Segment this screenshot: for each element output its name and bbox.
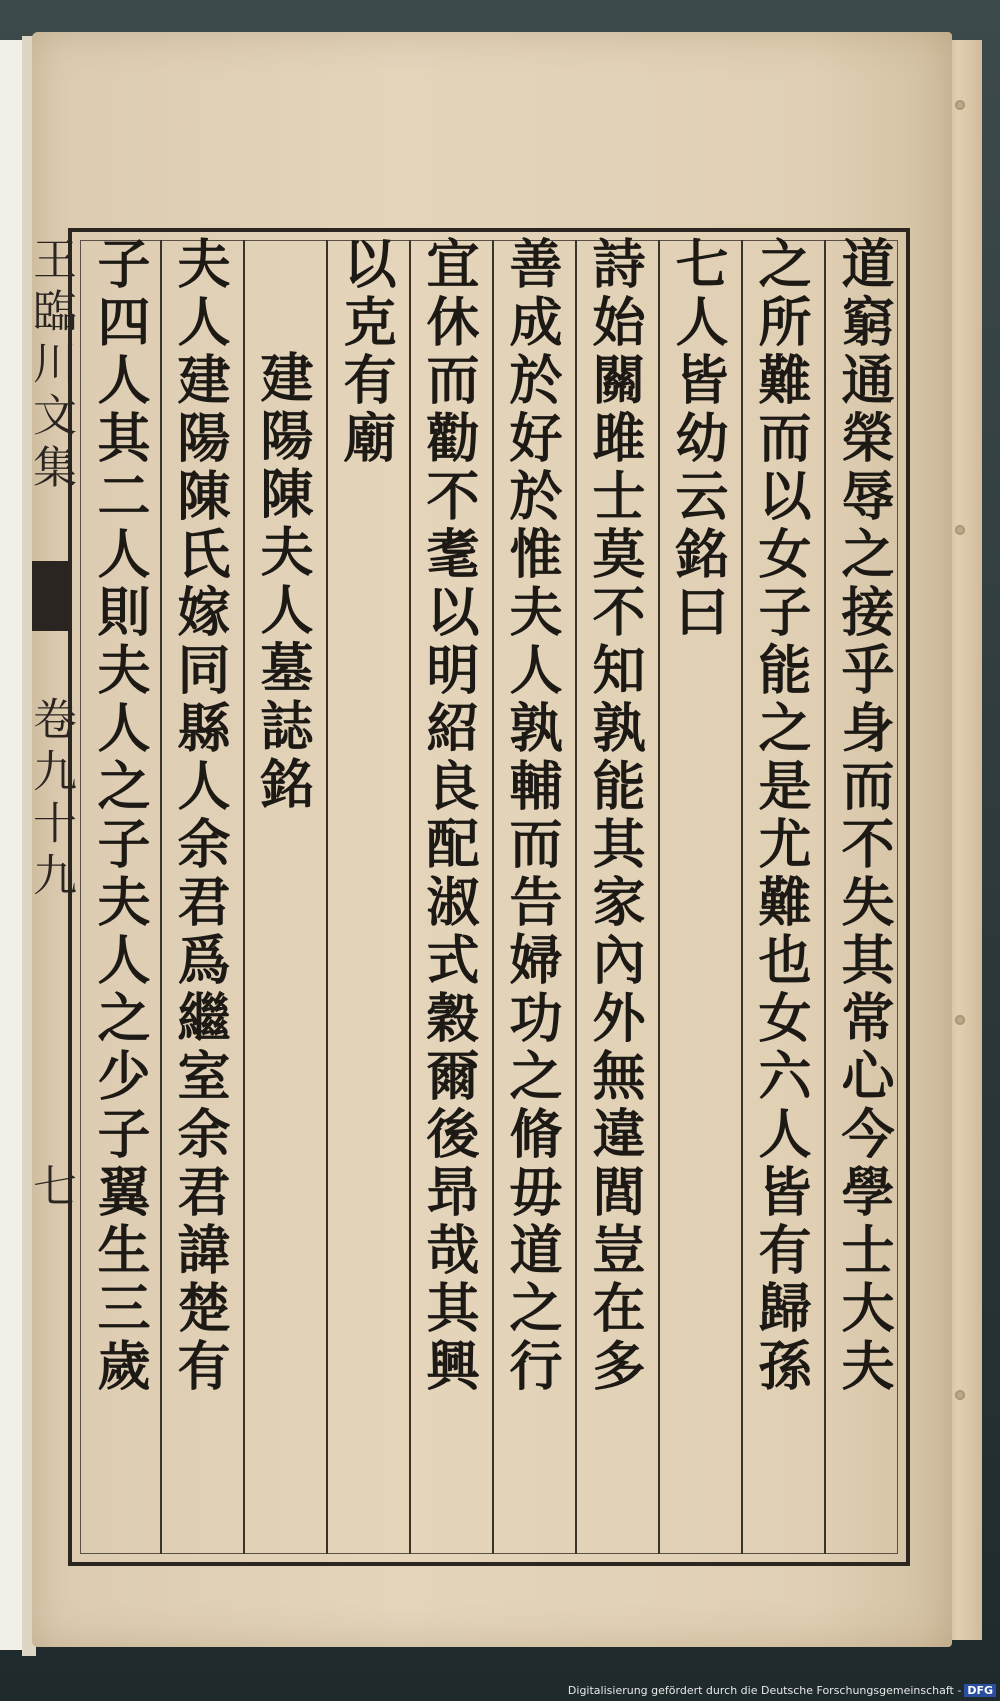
text-column-1: 道窮通榮辱之接乎身而不失其常心今學士大夫 bbox=[833, 236, 895, 1396]
text-column-4: 詩始關雎士莫不知孰能其家內外無違閭豈在多 bbox=[584, 236, 646, 1396]
volume-label: 卷九十九 bbox=[25, 696, 76, 904]
text-column-10: 子四人其二人則夫人之子夫人之少子翼生三歲 bbox=[89, 236, 151, 1396]
text-column-5: 善成於好於惟夫人孰輔而告婦功之脩毋道之行 bbox=[501, 236, 563, 1396]
stitch-hole bbox=[955, 1015, 965, 1025]
text-column-9: 夫人建陽陳氏嫁同縣人余君爲繼室余君諱楚有 bbox=[169, 236, 231, 1396]
text-column-2: 之所難而以女子能之是尤難也女六人皆有歸孫 bbox=[750, 236, 812, 1396]
text-column-7: 以克有廟 bbox=[335, 236, 397, 468]
stitch-hole bbox=[955, 1390, 965, 1400]
fish-tail-mark bbox=[32, 561, 68, 631]
stitch-hole bbox=[955, 525, 965, 535]
stitch-hole bbox=[955, 100, 965, 110]
text-column-6: 宜休而勸不耄以明紹良配淑式穀爾後昻哉其興 bbox=[418, 236, 480, 1396]
digitization-credit bbox=[568, 1684, 996, 1697]
dfg-logo: DFG bbox=[964, 1684, 996, 1697]
section-title: 建陽陳夫人墓誌銘 bbox=[252, 350, 314, 814]
page-number: 七 bbox=[25, 1163, 76, 1215]
credit-text: Digitalisierung gefördert durch die Deutsche Forschungsgemeinschaft - bbox=[567, 1684, 962, 1697]
margin-spine-label bbox=[25, 236, 76, 1556]
book-title: 王臨川文集 bbox=[25, 236, 76, 496]
text-column-3: 七人皆幼云銘曰 bbox=[667, 236, 729, 642]
